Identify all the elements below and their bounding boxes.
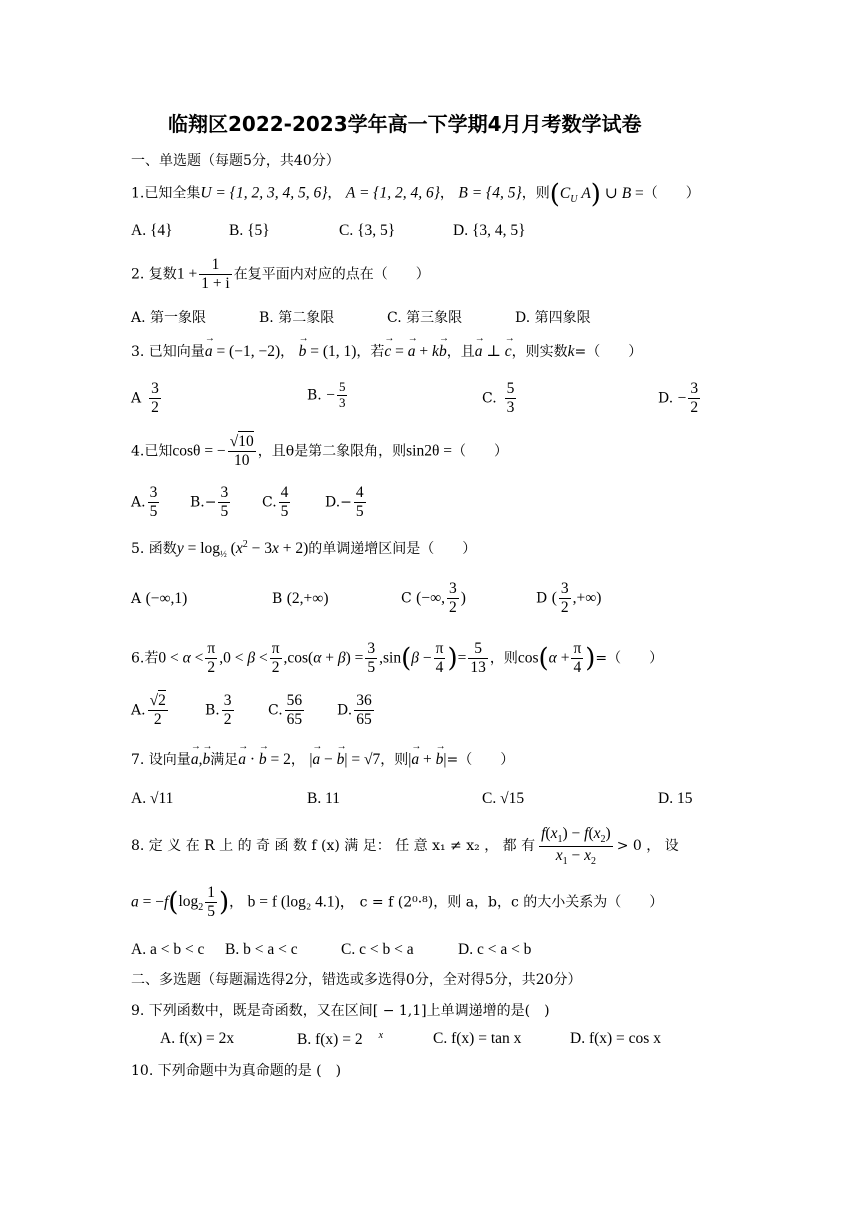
q2-option-c: C. 第三象限 bbox=[387, 310, 463, 326]
question-7: 7. 设向量→ a,→ b满足→ a · → b = 2， |→ a − → b| = √7，则|→ a + → b|=（ ） bbox=[131, 749, 514, 769]
question-1: 1.已知全集U = {1, 2, 3, 4, 5, 6}， A = {1, 2, 4, 6}， B = {4, 5}，则($C_U$ A) ∪ B =（ ） bbox=[131, 179, 700, 209]
q2-option-a: A. 第一象限 bbox=[131, 310, 207, 326]
q8-option-a: A. a < b < c bbox=[131, 941, 205, 958]
q9-option-a: A. f(x) = 2x bbox=[160, 1030, 235, 1047]
section-heading-multi-choice: 二、多选题（每题漏选得2分，错选或多选得0分，全对得5分，共20分） bbox=[131, 972, 582, 988]
q4-option-c: C. $\frac{4}{5}$ bbox=[262, 484, 289, 520]
q3-option-a: A $\frac{3}{2}$ bbox=[131, 380, 159, 416]
q1-option-b: B. {5} bbox=[229, 222, 270, 239]
question-2: 2. 复数1 + $\frac{1}{1 + i}$ 在复平面内对应的点在（ ） bbox=[131, 256, 430, 292]
q8-option-c: C. c < b < a bbox=[341, 941, 414, 958]
question-8-line1: 8. 定 义 在 R 上 的 奇 函 数 f (x) 满 足： 任 意 x₁ ≠ x₂ ， 都 有 $\frac{f(x_1) - f(x_2)}{x_1 - x_2}$ > 0 ， 设 bbox=[131, 825, 679, 867]
q6-option-b: B. $\frac{3}{2}$ bbox=[205, 692, 232, 728]
question-8-line2: $a = -f(\log_2$ $\frac{1}{5}$ )， b = f (log₂ 4.1)， c = f (2⁰·⁸)，则 a，b，c 的大小关系为（ ） bbox=[131, 884, 664, 920]
q5-option-d: D ( $\frac{3}{2}$ ,+∞) bbox=[536, 580, 602, 616]
q2-option-d: D. 第四象限 bbox=[515, 310, 591, 326]
q2-option-b: B. 第二象限 bbox=[259, 310, 335, 326]
q3-option-c: C. $\frac{5}{3}$ bbox=[482, 380, 515, 416]
q6-option-d: D. $\frac{36}{65}$ bbox=[337, 692, 372, 728]
q7-option-d: D. 15 bbox=[658, 790, 693, 807]
q8-option-d: D. c < a < b bbox=[458, 941, 532, 958]
q6-option-c: C. $\frac{56}{65}$ bbox=[268, 692, 303, 728]
q7-option-c: C. √15 bbox=[482, 790, 525, 807]
question-6: 6.若0 < α < $\frac{\pi}{2}$ ,0 < β < $\frac{\pi}{2}$ ,cos(α + β) = $\frac{3}{5}$ ,sin(β − $\frac{\pi}{4}$ )= $\frac{5}{13}$ ，则cos(α + $\frac{\pi}{4}$ )=（ ） bbox=[131, 640, 664, 676]
q1-option-d: D. {3, 4, 5} bbox=[453, 222, 526, 239]
q7-option-a: A. √11 bbox=[131, 790, 174, 807]
q9-option-b: B. f(x) = 2 $^x$ bbox=[297, 1030, 384, 1049]
q5-option-a: A (−∞,1) bbox=[131, 590, 188, 607]
q3-option-b: B. − $\frac{5}{3}$ bbox=[307, 379, 346, 410]
q5-option-c: C (−∞, $\frac{3}{2}$ ) bbox=[401, 580, 466, 616]
question-5: 5. 函数$y = \log_{\frac{1}{2}} (x^2 - 3x + 2)$的单调递增区间是（ ） bbox=[131, 538, 477, 560]
question-9: 9. 下列函数中，既是奇函数，又在区间[ − 1,1]上单调递增的是( ) bbox=[131, 1003, 550, 1019]
q4-option-d: D.− $\frac{4}{5}$ bbox=[325, 484, 364, 520]
q4-option-b: B.− $\frac{3}{5}$ bbox=[190, 484, 229, 520]
q7-option-b: B. 11 bbox=[307, 790, 341, 807]
question-4: 4.已知cosθ = − $\frac{√10}{10}$ ，且θ是第二象限角，则sin2θ =（ ） bbox=[131, 433, 509, 469]
q3-option-d: D. − $\frac{3}{2}$ bbox=[658, 380, 699, 416]
question-3: 3. 已知向量→ a = (−1, −2)， → b = (1, 1)，若→ c = → a + k→ b，且→ a ⊥ → c，则实数k=（ ） bbox=[131, 341, 642, 361]
q4-option-a: A. $\frac{3}{5}$ bbox=[131, 484, 158, 520]
q1-option-c: C. {3, 5} bbox=[339, 222, 396, 239]
q1-option-a: A. {4} bbox=[131, 222, 173, 239]
q9-option-d: D. f(x) = cos x bbox=[570, 1030, 661, 1047]
section-heading-single-choice: 一、单选题（每题5分，共40分） bbox=[131, 153, 340, 169]
q9-option-c: C. f(x) = tan x bbox=[433, 1030, 522, 1047]
q6-option-a: A. $\frac{√2}{2}$ bbox=[131, 692, 166, 728]
question-10: 10. 下列命题中为真命题的是 ( ) bbox=[131, 1063, 342, 1079]
q5-option-b: B (2,+∞) bbox=[272, 590, 329, 607]
q8-option-b: B. b < a < c bbox=[225, 941, 298, 958]
page-title: 临翔区2022-2023学年高一下学期4月月考数学试卷 bbox=[168, 112, 642, 136]
